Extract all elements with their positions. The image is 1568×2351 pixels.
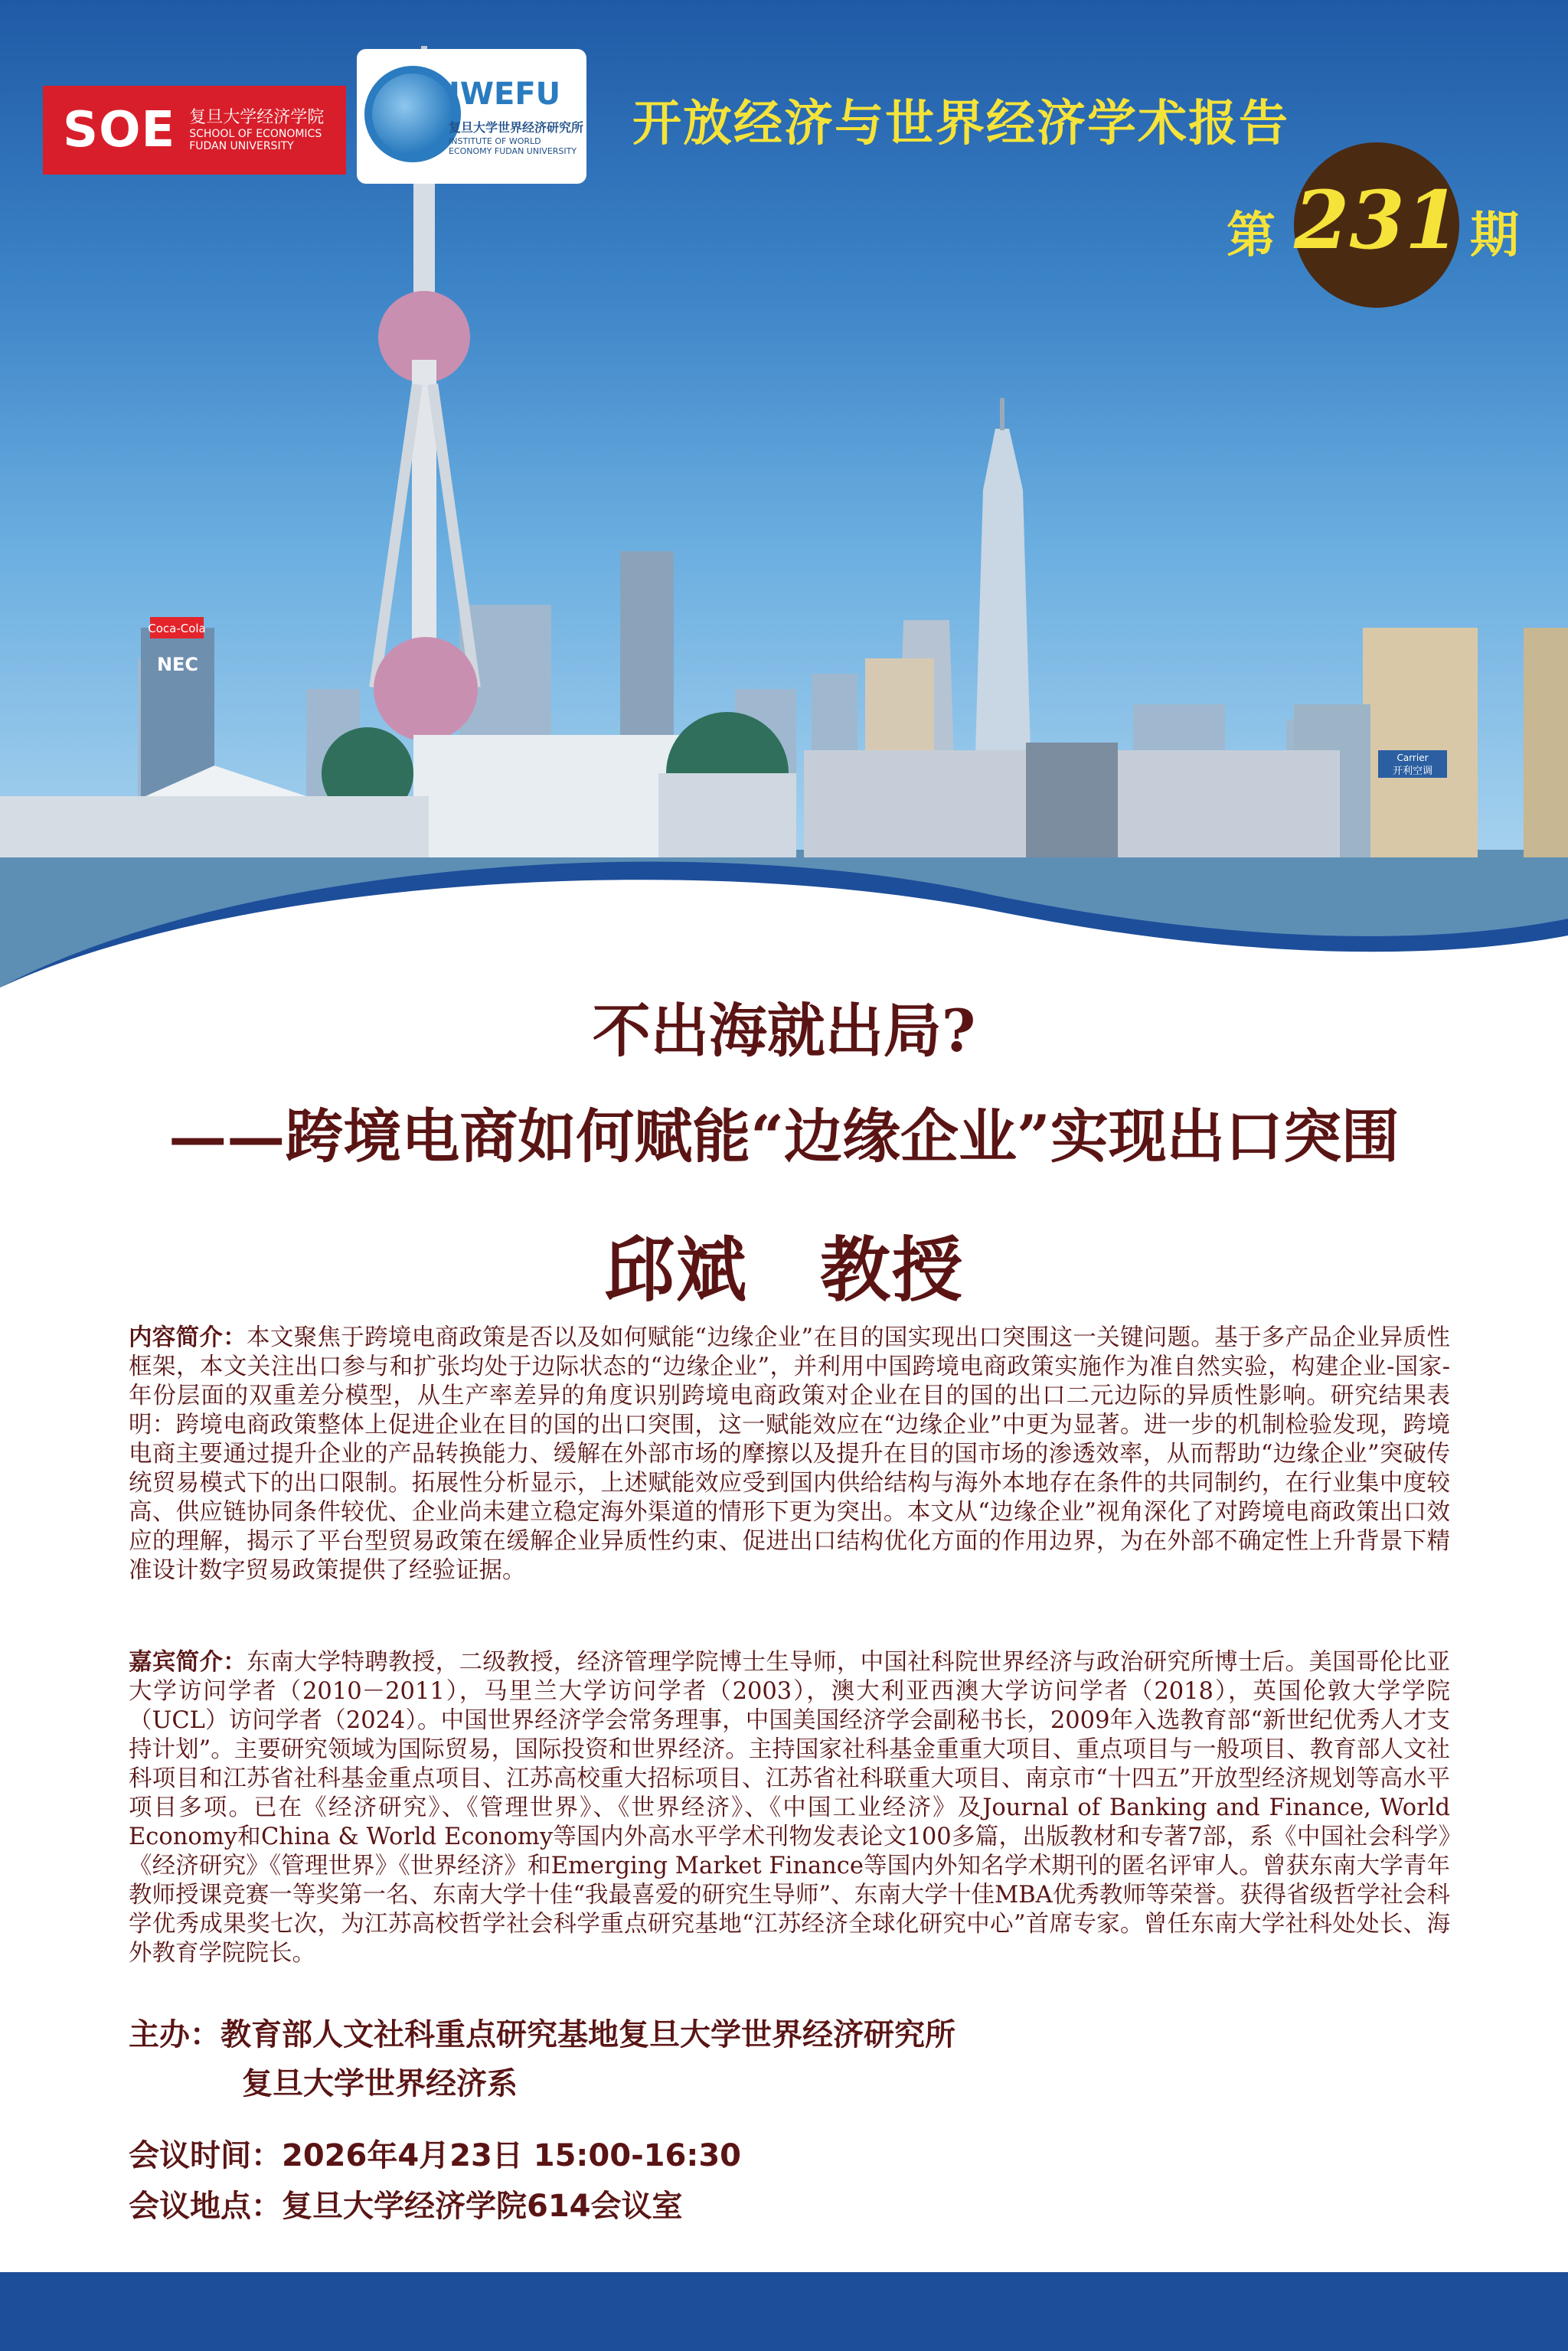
iwefu-logo-name-cn: 复旦大学世界经济研究所 (449, 120, 584, 135)
meeting-time (129, 2131, 741, 2175)
bio-label: 嘉宾简介： (129, 1648, 247, 1676)
issue-prefix: 第 (1227, 207, 1276, 264)
meeting-time-label: 会议时间： (129, 2138, 282, 2173)
series-title: 开放经济与世界经济学术报告 (632, 96, 1289, 152)
soe-logo-name-en-1: SCHOOL OF ECONOMICS (189, 127, 322, 140)
footer-band (0, 2272, 1568, 2351)
talk-title-line2: ——跨境电商如何赋能“边缘企业”实现出口突围 (168, 1102, 1400, 1171)
soe-logo-name-en-2: FUDAN UNIVERSITY (189, 139, 294, 152)
soe-logo-mark: SOE (63, 102, 176, 158)
meeting-place (129, 2182, 683, 2225)
host-org-2: 复旦大学世界经济系 (242, 2066, 518, 2101)
soe-logo-name-cn: 复旦大学经济学院 (189, 108, 325, 128)
iwefu-logo (357, 49, 586, 184)
abstract-text: 本文聚焦于跨境电商政策是否以及如何赋能“边缘企业”在目的国实现出口突围这一关键问题。基于多产品企业异质性框架，本文关注出口参与和扩张均处于边际状态的“边缘企业”，并利用中国跨境电商政策实施作为准自然实验，构建企业-国家-年份层面的双重差分模型，从生产率差异的角度识别跨境电商政策对企业在目的国的出口二元边际的异质性影响。研究结果表明：跨境电商政策整体上促进企业在目的国的出口突围，这一赋能效应在“边缘企业”中更为显著。进一步的机制检验发现，跨境电商主要通过提升企业的产品转换能力、缓解在外部市场的摩擦以及提升在目的国市场的渗透效率，从而帮助“边缘企业”突破传统贸易模式下的出口限制。拓展性分析显示，上述赋能效应受到国内供给结构与海外本地存在条件的共同制约，在行业集中度较高、供应链协同条件较优、企业尚未建立稳定海外渠道的情形下更为突出。本文从“边缘企业”视角深化了对跨境电商政策出口效应的理解，揭示了平台型贸易政策在缓解企业异质性约束、促进出口结构优化方面的作用边界，为在外部不确定性上升背景下精准设计数字贸易政策提供了经验证据。 (129, 1324, 1450, 1584)
sign-nec: NEC (156, 654, 199, 675)
iwefu-logo-mark: IWEFU (449, 77, 561, 112)
talk-title-line1: 不出海就出局? (592, 997, 976, 1065)
host-org-1: 教育部人文社科重点研究基地复旦大学世界经济研究所 (220, 2017, 956, 2052)
bio-paragraph (129, 1647, 1450, 1968)
issue-suffix: 期 (1470, 207, 1519, 264)
bio-text: 东南大学特聘教授，二级教授，经济管理学院博士生导师，中国社科院世界经济与政治研究所博士后。美国哥伦比亚大学访问学者（2010－2011），马里兰大学访问学者（2003），澳大利亚西澳大学访问学者（2018），英国伦敦大学学院（UCL）访问学者（2024）。中国世界经济学会常务理事，中国美国经济学会副秘书长，2009年入选教育部“新世纪优秀人才支持计划”。主要研究领域为国际贸易，国际投资和世界经济。主持国家社科基金重重大项目、重点项目与一般项目、教育部人文社科项目和江苏省社科基金重点项目、江苏高校重大招标项目、江苏省社科联重大项目、南京市“十四五”开放型经济规划等高水平项目多项。已在《经济研究》、《管理世界》、《世界经济》、《中国工业经济》及Journal of Banking and Finance, World Economy和China & World Economy等国内外高水平学术刊物发表论文100多篇，出版教材和专著7部，系《中国社会科学》《经济研究》《管理世界》《世界经济》和Emerging Market Finance等国内外知名学术期刊的匿名评审人。曾获东南大学青年教师授课竞赛一等奖第一名、东南大学十佳“我最喜爱的研究生导师”、东南大学十佳MBA优秀教师等荣誉。获得省级哲学社会科学优秀成果奖七次，为江苏高校哲学社会科学重点研究基地“江苏经济全球化研究中心”首席专家。曾任东南大学社科处处长、海外教育学院院长。 (129, 1649, 1451, 1967)
meeting-time-value: 2026年4月23日 15:00-16:30 (282, 2138, 741, 2173)
host-line1 (129, 2010, 956, 2054)
soe-logo (43, 86, 346, 175)
meeting-place-label: 会议地点： (129, 2189, 282, 2224)
globe-icon (364, 66, 461, 162)
host-label: 主办： (129, 2017, 220, 2052)
sign-carrier: Carrier (1396, 753, 1429, 763)
speaker-name: 邱斌 教授 (603, 1229, 964, 1311)
abstract-label: 内容简介： (129, 1324, 247, 1351)
abstract-paragraph (129, 1323, 1450, 1585)
sign-coca-cola: Coca-Cola (148, 622, 206, 635)
sign-carrier-cn: 开利空调 (1392, 766, 1433, 777)
iwefu-logo-name-en: INSTITUTE OF WORLD ECONOMY FUDAN UNIVERSITY (449, 136, 577, 157)
issue-number: 231 (1294, 173, 1461, 267)
hero-skyline-banner (0, 0, 1568, 988)
meeting-place-value: 复旦大学经济学院614会议室 (282, 2189, 683, 2224)
